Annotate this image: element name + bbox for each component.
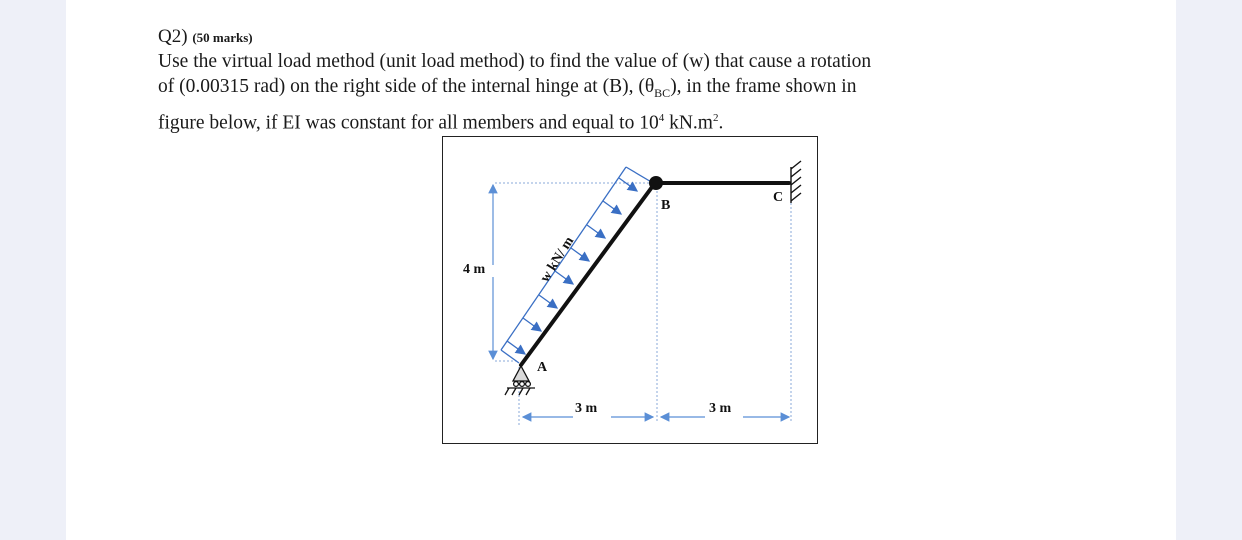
question-heading <box>158 26 988 49</box>
label-c: C <box>773 190 784 205</box>
unit-exponent: 2 <box>712 111 719 124</box>
reference-lines <box>495 183 791 427</box>
left-span-label: 3 m <box>575 401 598 416</box>
ei-unit: kN.m <box>664 112 713 134</box>
question-line-3: figure below, if EI was constant for all members and equal to 10 <box>158 112 659 134</box>
question-line-1: Use the virtual load method (unit load method) to find the value of (w) that cause a rotation <box>158 51 872 72</box>
question-number: Q2) <box>158 26 188 47</box>
question-line-2: of (0.00315 rad) on the right side of the internal hinge at (B), (θ <box>158 76 655 97</box>
question-marks: (50 marks) <box>192 30 253 45</box>
frame-figure <box>442 136 818 444</box>
right-span-label: 3 m <box>709 401 732 416</box>
height-dimension-label: 4 m <box>463 262 486 277</box>
theta-subscript: BC <box>654 85 671 100</box>
question-line-2-end: ), in the frame shown in <box>670 76 857 97</box>
load-label: w kN/ m <box>537 234 578 286</box>
label-b: B <box>661 198 671 213</box>
frame-members <box>521 183 789 365</box>
distributed-load <box>501 167 653 363</box>
question-line-3-end: . <box>718 112 724 134</box>
ei-exponent: 4 <box>658 111 665 124</box>
label-a: A <box>537 360 548 375</box>
frame-diagram <box>443 137 819 445</box>
pin-support-a <box>505 366 535 395</box>
hinge-b <box>649 176 663 190</box>
question-text <box>158 49 988 135</box>
fixed-support-c <box>791 161 801 203</box>
question-block <box>158 26 988 135</box>
